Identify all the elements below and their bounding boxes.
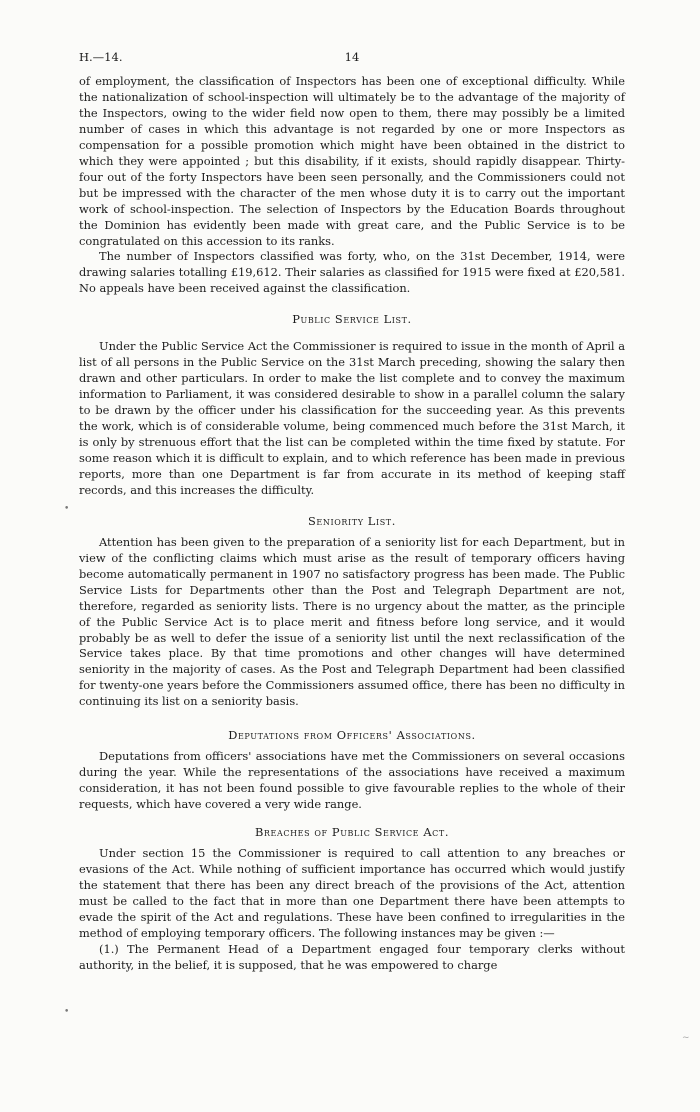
section-heading-public-service-list: Public Service List. bbox=[292, 312, 412, 327]
body-paragraph: The number of Inspectors classified was forty, who, on the 31st December, 1914, were drawing salaries totalling £19,612. Their salaries as classified for 1915 were fixed at £20,581. No appeals have been received against the classification. bbox=[79, 249, 625, 296]
margin-mark: • bbox=[64, 1007, 70, 1017]
body-paragraph: (1.) The Permanent Head of a Department engaged four temporary clerks without authority, in the belief, it is supposed, that he was empowered to charge bbox=[79, 941, 625, 972]
body-paragraph: Deputations from officers' associations have met the Commissioners on several occasions during the year. While the representations of the associations have received a maximum consideration, it has not been found possible to give favourable replies to the whole of their requests, which have covered a very wide range. bbox=[79, 749, 625, 812]
section-heading-breaches: Breaches of Public Service Act. bbox=[254, 825, 450, 840]
page-header bbox=[79, 50, 625, 66]
section-heading-seniority-list: Seniority List. bbox=[308, 513, 396, 528]
body-paragraph: of employment, the classification of Inspectors has been one of exceptional difficulty. While the nationalization of school-inspection will ultimately be to the advantage of the majority of the Inspectors, owing to the wider field now open to them, there may possibly be a limited number of cases in which this advantage is not regarded by one or more Inspectors as compensation for a possible promotion which might have been obtained in the district to which they were appointed ; but this disability, if it exists, should rapidly disappear. Thirty-four out of the forty Inspectors have been seen personally, and the Commissioners could not but be impressed with the character of the men whose duty it is to carry out the important work of school-inspection. The selection of Inspectors by the Education Boards throughout the Dominion has evidently been made with great care, and the Public Service is to be congratulated on this accession to its ranks. bbox=[79, 74, 625, 248]
page-number: 14 bbox=[344, 50, 360, 64]
section-heading-deputations: Deputations from Officers' Associations. bbox=[228, 728, 476, 743]
margin-mark: ~ bbox=[682, 1033, 690, 1043]
document-reference: H.—14. bbox=[79, 50, 123, 64]
body-paragraph: Under section 15 the Commissioner is required to call attention to any breaches or evasions of the Act. While nothing of sufficient importance has occurred which would justify the statement that there has been any direct breach of the provisions of the Act, attention must be called to the fact that in more than one Department there have been attempts to evade the spirit of the Act and regulations. These have been confined to irregularities in the method of employing temporary officers. The following instances may be given :— bbox=[79, 845, 625, 940]
body-paragraph: Under the Public Service Act the Commissioner is required to issue in the month of April a list of all persons in the Public Service on the 31st March preceding, showing the salary then drawn and other particulars. In order to make the list complete and to convey the maximum information to Parliament, it was considered desirable to show in a parallel column the salary to be drawn by the officer under his classification for the succeeding year. As this prevents the work, which is of considerable volume, being commenced much before the 31st March, it is only by strenuous effort that the list can be completed within the time fixed by statute. For some reason which it is difficult to explain, and to which reference has been made in previous reports, more than one Department is far from accurate in its method of keeping staff records, and this increases the difficulty. bbox=[79, 339, 625, 497]
margin-mark: • bbox=[64, 504, 70, 514]
body-paragraph: Attention has been given to the preparation of a seniority list for each Department, but in view of the conflicting claims which must arise as the result of temporary officers having become automatically permanent in 1907 no satisfactory progress has been made. The Public Service Lists for Departments other than the Post and Telegraph Department are not, therefore, regarded as seniority lists. There is no urgency about the matter, as the principle of the Public Service Act is to place merit and fitness before long service, and it would probably be as well to defer the issue of a seniority list until the next reclassification of the Service takes place. By that time promotions and other changes will have determined seniority in the majority of cases. As the Post and Telegraph Department had been classified for twenty-one years before the Commissioners assumed office, there has been no difficulty in continuing its list on a seniority basis. bbox=[79, 534, 625, 709]
page-body bbox=[79, 74, 625, 974]
